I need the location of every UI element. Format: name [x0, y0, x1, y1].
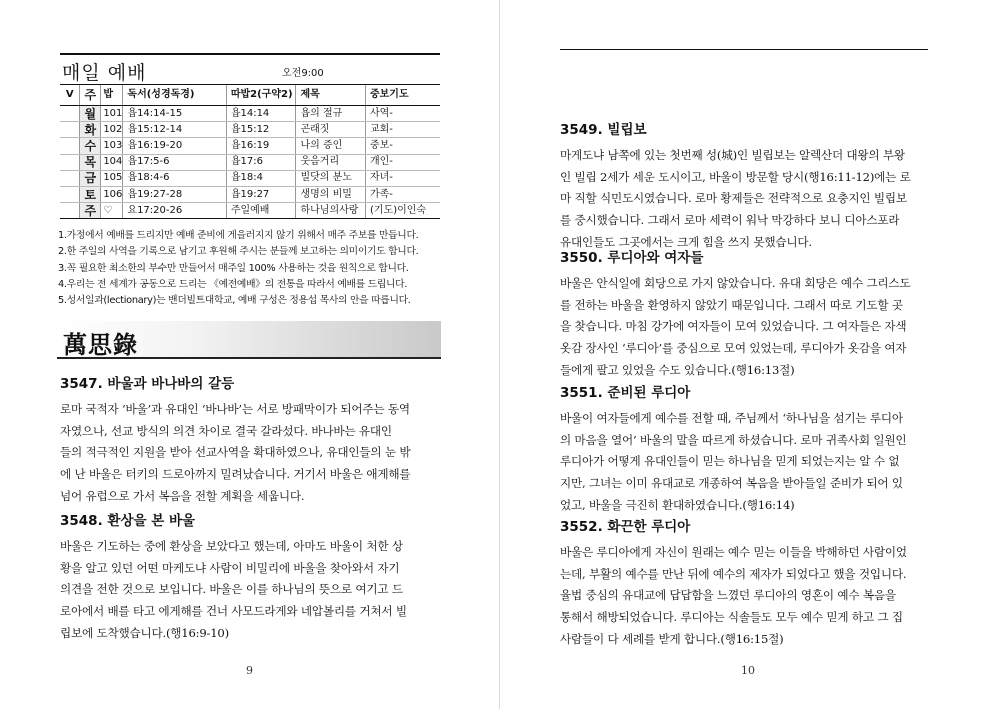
table-row [60, 154, 440, 170]
topic-cell: 생명의 비밀 [296, 186, 366, 202]
body-line: 율법 중심의 유대교에 답답함을 느꼈던 루디아의 영혼이 예수 복음을 [560, 588, 896, 603]
header-number: 밥 [101, 85, 123, 106]
topic-cell: 욥의 절규 [296, 106, 366, 122]
prayer-cell: 자녀- [365, 170, 440, 186]
check-cell [60, 106, 80, 122]
topic-cell: 빌닷의 분노 [296, 170, 366, 186]
prayer-cell: 개인- [365, 154, 440, 170]
body-line: 로마 국적자 ‘바울’과 유대인 ‘바나바’는 서로 방패막이가 되어주는 동역 [60, 402, 410, 416]
note-line: 2.한 주일의 사역을 기록으로 남기고 후원해 주시는 분들께 보고하는 의미이기도 합니다. [58, 246, 419, 258]
header-reading: 독서(성경독경) [123, 85, 226, 106]
article-3552 [560, 518, 942, 651]
body-line: 바울은 루디아에게 자신이 원래는 예수 믿는 이들을 박해하던 사람이었 [560, 545, 907, 559]
header-day: 주 [80, 85, 101, 106]
table-row [60, 106, 440, 122]
table-row [60, 138, 440, 154]
article-body [560, 542, 942, 651]
article-3549 [560, 121, 942, 254]
ot-cell: 욥18:4 [226, 170, 296, 186]
article-title: 3548. 환상을 본 바울 [60, 513, 196, 529]
body-line: 옷감 장사인 ‘루디아’를 중심으로 모여 있었는데, 루디아가 옷감을 여자 [560, 341, 907, 356]
body-line: 었고, 바울을 극진히 환대하였습니다.(행16:14) [560, 497, 795, 512]
day-cell: 금 [80, 170, 101, 186]
header-prayer: 중보기도 [365, 85, 440, 106]
worship-time: 오전9:00 [282, 68, 324, 79]
body-line: 를 전하는 바울을 환영하지 않았기 때문입니다. 그래서 따로 기도할 곳 [560, 297, 903, 312]
article-title: 3549. 빌립보 [560, 122, 647, 138]
prayer-cell: 가족- [365, 186, 440, 202]
body-line: 의견을 전한 것으로 보입니다. 바울은 이를 하나님의 뜻으로 여기고 드 [60, 582, 403, 597]
article-title: 3551. 준비된 루디아 [560, 385, 691, 401]
body-line: 자였으나, 선교 방식의 의견 차이로 결국 갈라섰다. 바나바는 유대인 [60, 423, 392, 438]
topic-cell: 웃음거리 [296, 154, 366, 170]
article-title: 3550. 루디아와 여자들 [560, 250, 704, 266]
number-cell: ♡ [101, 203, 123, 219]
article-title: 3547. 바울과 바나바의 갈등 [60, 376, 235, 392]
page-number-right: 10 [741, 664, 755, 677]
article-body [560, 273, 942, 382]
body-line: 는데, 부활의 예수를 만난 뒤에 예수의 제자가 되었다고 했을 것입니다. [560, 566, 907, 581]
day-cell: 목 [80, 154, 101, 170]
topic-cell: 하나님의사랑 [296, 203, 366, 219]
note-line: 1.가정에서 예배를 드리지만 예배 준비에 게을러지지 않기 위해서 매주 주보를 만듭니다. [58, 230, 419, 241]
section-title: 萬思錄 [63, 330, 138, 359]
header-rule-right [560, 49, 928, 50]
header-check: V [60, 85, 80, 106]
note-line: 5.성서일과(lectionary)는 밴더빌트대학교, 예배 구성은 정용섭 목사의 안을 따릅니다. [58, 295, 411, 307]
body-line: 들의 적극적인 지원을 받아 선교사역을 확대하였으나, 유대인들의 눈 밖 [60, 445, 411, 460]
number-cell: 106 [101, 186, 123, 202]
check-cell [60, 138, 80, 154]
header-rule [60, 53, 440, 55]
body-line: 바울은 기도하는 중에 환상을 보았다고 했는데, 아마도 바울이 처한 상 [60, 539, 403, 553]
day-cell: 수 [80, 138, 101, 154]
body-line: 립보에 도착했습니다.(행16:9-10) [60, 625, 229, 640]
number-cell: 105 [101, 170, 123, 186]
body-line: 를 중시했습니다. 그래서 로마 세력이 워낙 막강하다 보니 디아스포라 [560, 213, 900, 228]
topic-cell: 곤래짓 [296, 122, 366, 138]
reading-cell: 욥16:19-20 [123, 138, 226, 154]
body-line: 을 찾습니다. 마침 강가에 여자들이 모여 있었습니다. 그 여자들은 자색 [560, 319, 907, 334]
header-topic: 제목 [296, 85, 366, 106]
ot-cell: 주일예배 [226, 203, 296, 219]
body-line: 루디아가 어떻게 유대인들이 믿는 하나님을 믿게 되었는지는 알 수 없 [560, 454, 900, 469]
check-cell [60, 122, 80, 138]
body-line: 지만, 그녀는 이미 유대교로 개종하여 복음을 받아들일 준비가 되어 있 [560, 476, 903, 491]
article-body [60, 536, 442, 645]
ot-cell: 욥15:12 [226, 122, 296, 138]
reading-cell: 요17:20-26 [123, 203, 226, 219]
reading-cell: 욥17:5-6 [123, 154, 226, 170]
article-title: 3552. 화끈한 루디아 [560, 519, 691, 535]
table-row [60, 170, 440, 186]
number-cell: 103 [101, 138, 123, 154]
reading-cell: 욥18:4-6 [123, 170, 226, 186]
day-cell: 주 [80, 203, 101, 219]
article-body [560, 145, 942, 254]
table-header-row [60, 85, 440, 106]
ot-cell: 욥19:27 [226, 186, 296, 202]
header-ot: 따밥2(구약2) [226, 85, 296, 106]
worship-title: 매일 예배 [62, 62, 147, 84]
table-row [60, 186, 440, 202]
article-body [60, 399, 442, 508]
article-3550 [560, 249, 942, 382]
reading-cell: 욥14:14-15 [123, 106, 226, 122]
prayer-cell: 중보- [365, 138, 440, 154]
prayer-cell: 교회- [365, 122, 440, 138]
day-cell: 토 [80, 186, 101, 202]
prayer-cell: 사역- [365, 106, 440, 122]
body-line: 의 마음을 열어’ 바울의 말을 따르게 하셨습니다. 로마 귀족사회 일원인 [560, 432, 907, 447]
number-cell: 104 [101, 154, 123, 170]
number-cell: 101 [101, 106, 123, 122]
article-3551 [560, 384, 942, 517]
check-cell [60, 154, 80, 170]
check-cell [60, 186, 80, 202]
ot-cell: 욥16:19 [226, 138, 296, 154]
body-line: 바울이 여자들에게 예수를 전할 때, 주님께서 ‘하나님을 섬기는 루디아 [560, 411, 903, 425]
worship-notes [58, 228, 450, 309]
reading-cell: 욥15:12-14 [123, 122, 226, 138]
body-line: 인 빌립 2세가 세운 도시이고, 바울이 방문할 당시(행16:11-12)에는 로 [560, 169, 911, 184]
check-cell [60, 170, 80, 186]
prayer-cell: (기도)이인숙 [365, 203, 440, 219]
body-line: 로아에서 배를 타고 에게해를 건너 사모드라게와 네압볼리를 거쳐서 빌 [60, 604, 407, 619]
body-line: 마 직할 식민도시였습니다. 로마 황제들은 전략적으로 요충지인 빌립보 [560, 191, 907, 206]
body-line: 황을 알고 있던 어떤 마케도냐 사람이 비밀리에 바울을 찾아와서 자기 [60, 560, 400, 575]
ot-cell: 욥17:6 [226, 154, 296, 170]
body-line: 마게도냐 남쪽에 있는 첫번째 성(城)인 빌립보는 알렉산더 대왕의 부왕 [560, 148, 905, 162]
note-line: 4.우리는 전 세계가 공동으로 드리는 《예전예배》의 전통을 따라서 예배를 드립니다. [58, 278, 408, 290]
article-3548 [60, 512, 442, 645]
day-cell: 화 [80, 122, 101, 138]
day-cell: 월 [80, 106, 101, 122]
body-line: 유대인들도 그곳에서는 크게 힘을 쓰지 못했습니다. [560, 234, 812, 249]
reading-cell: 욥19:27-28 [123, 186, 226, 202]
body-line: 에 난 바울은 터키의 드로아까지 밀려났습니다. 거기서 바울은 애게해를 [60, 467, 411, 482]
note-line: 3.꼭 필요한 최소한의 부수만 만들어서 매주일 100% 사용하는 것을 원칙으로 합니다. [58, 262, 409, 274]
worship-schedule-table [60, 84, 440, 219]
body-line: 사람들이 다 세례를 받게 합니다.(행16:15절) [560, 631, 784, 646]
article-3547 [60, 375, 442, 508]
check-cell [60, 203, 80, 219]
ot-cell: 욥14:14 [226, 106, 296, 122]
table-row [60, 122, 440, 138]
topic-cell: 나의 증인 [296, 138, 366, 154]
section-banner [57, 321, 441, 359]
number-cell: 102 [101, 122, 123, 138]
body-line: 들에게 팔고 있었을 수도 있습니다.(행16:13절) [560, 362, 795, 377]
article-body [560, 408, 942, 517]
body-line: 바울은 안식일에 회당으로 가지 않았습니다. 유대 회당은 예수 그리스도 [560, 276, 911, 290]
page-number-left: 9 [246, 664, 253, 677]
body-line: 통해서 해방되었습니다. 루디아는 식솔들도 모두 예수 믿게 하고 그 집 [560, 610, 903, 625]
table-row [60, 203, 440, 219]
body-line: 넘어 유럽으로 가서 복음을 전할 계획을 세웁니다. [60, 488, 305, 503]
